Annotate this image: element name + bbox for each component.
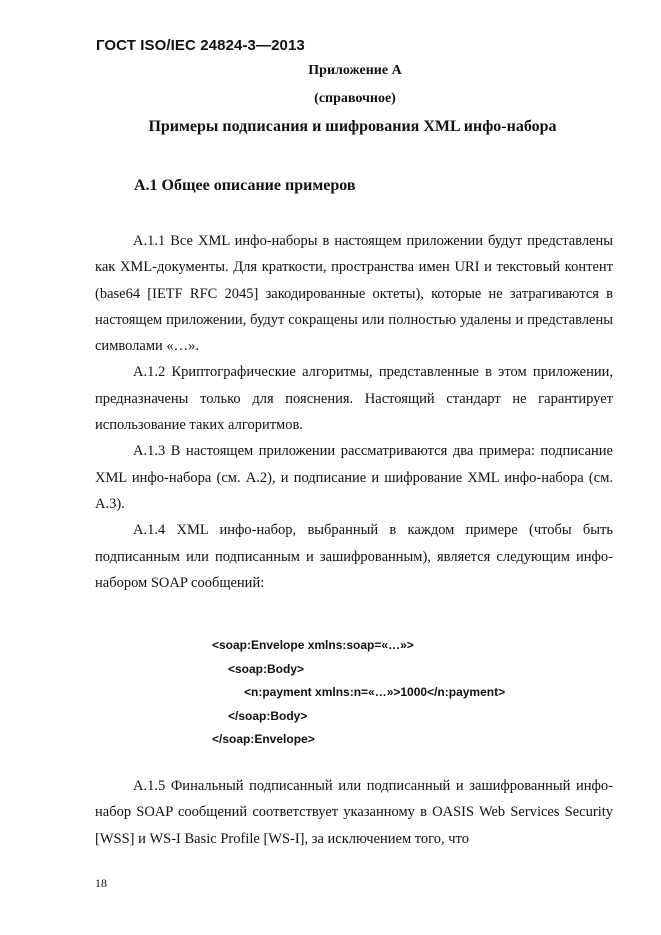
xml-code-block [212, 634, 505, 752]
annex-main-title: Примеры подписания и шифрования XML инфо-набора [148, 118, 557, 135]
code-line: <n:payment xmlns:n=«…»>1000</n:payment> [244, 685, 506, 699]
standard-header: ГОСТ ISO/IEC 24824-3—2013 [96, 37, 305, 54]
body-text-continued [95, 773, 613, 852]
paragraph-a-1-2: А.1.2 Криптографические алгоритмы, представленные в этом приложении, предназначены только для пояснения. Настоящий стандарт не гарантирует использование таких алгоритмов. [95, 364, 613, 434]
annex-label: Приложение А [308, 63, 402, 78]
code-line: </soap:Envelope> [212, 732, 315, 746]
annex-type: (справочное) [314, 91, 396, 106]
code-line: <soap:Envelope xmlns:soap=«…»> [212, 638, 414, 652]
paragraph-a-1-3: А.1.3 В настоящем приложении рассматриваются два примера: подписание XML инфо-набора (см. А.2), и подписание и шифрование XML инфо-набора (см. А.3). [95, 443, 613, 512]
section-heading: А.1 Общее описание примеров [134, 177, 356, 194]
paragraph-a-1-1: А.1.1 Все XML инфо-наборы в настоящем приложении будут представлены как XML-документы. Для краткости, пространства имен URI и текстовый контент (base64 [IETF RFC 2045] закодированные октеты), которые не затрагиваются в настоящем приложении, будут сокращены или полностью удалены и представлены символами «…». [95, 233, 613, 355]
body-text [95, 228, 613, 596]
code-line: </soap:Body> [228, 708, 308, 723]
code-line: <soap:Body> [228, 661, 305, 676]
page-number: 18 [95, 876, 107, 890]
paragraph-a-1-5: А.1.5 Финальный подписанный или подписанный и зашифрованный инфо-набор SOAP сообщений соответствует указанному в OASIS Web Services Security [WSS] и WS-I Basic Profile [WS-I], за исключением того, что [95, 778, 613, 847]
paragraph-a-1-4: А.1.4 XML инфо-набор, выбранный в каждом примере (чтобы быть подписанным или подписанным и зашифрованным), является следующим инфо-набором SOAP сообщений: [95, 522, 613, 591]
